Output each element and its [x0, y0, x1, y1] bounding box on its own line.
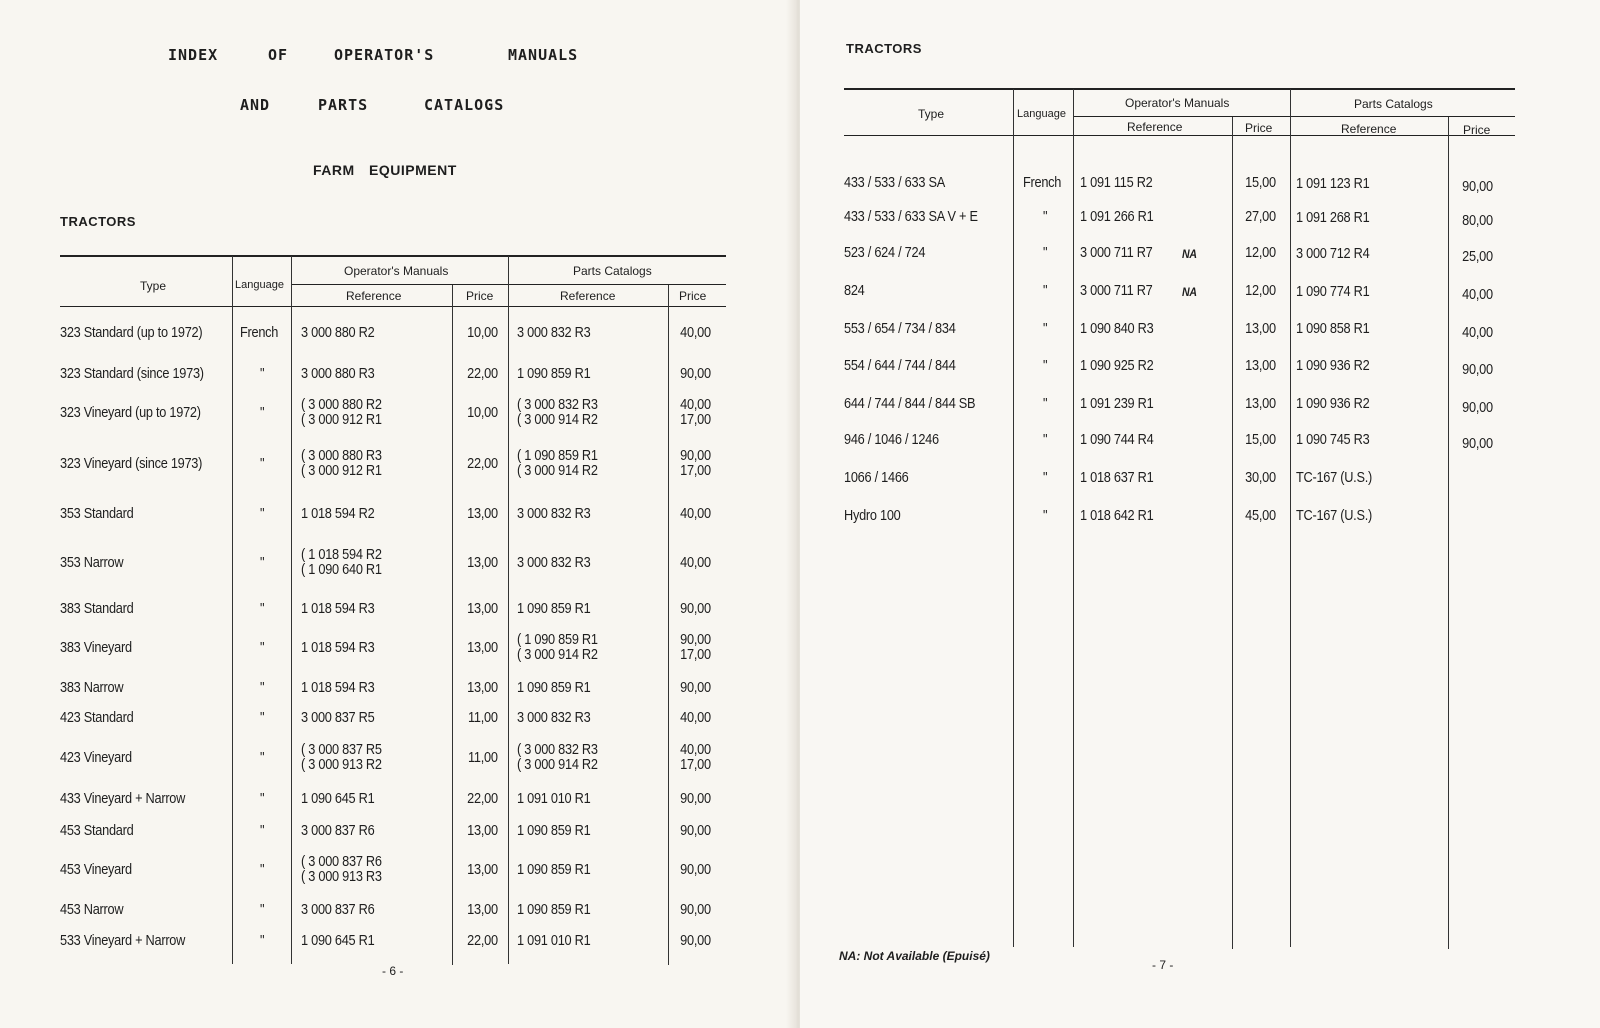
header-pc-price: Price: [679, 289, 707, 303]
row-pc-reference: 3 000 832 R3: [517, 555, 591, 571]
row-om-reference: 1 018 594 R3: [301, 680, 375, 696]
row-pc-price: 40,00: [680, 710, 711, 726]
row-pc-price: 90,00: [680, 791, 711, 807]
row-type: 383 Narrow: [60, 680, 124, 696]
row-pc-price: 17,00: [680, 412, 711, 428]
row-pc-price: 90,00: [680, 448, 711, 464]
row-type: 554 / 644 / 744 / 844: [844, 358, 956, 374]
col-divider-om-price-right: [1232, 117, 1233, 949]
row-language: ": [260, 366, 265, 382]
row-language: ": [260, 902, 265, 918]
row-om-price: 13,00: [467, 555, 498, 571]
row-pc-reference: ( 3 000 832 R3: [517, 742, 598, 758]
row-pc-price: 90,00: [680, 632, 711, 648]
header-om-reference-right: Reference: [1127, 120, 1183, 134]
row-pc-reference: 1 090 859 R1: [517, 823, 591, 839]
row-om-price: 13,00: [467, 506, 498, 522]
row-pc-reference: 1 091 010 R1: [517, 791, 591, 807]
header-parts-catalogs: Parts Catalogs: [573, 264, 652, 278]
row-om-reference: 1 018 642 R1: [1080, 508, 1154, 524]
row-type: 433 Vineyard + Narrow: [60, 791, 186, 807]
header-pc-price-right: Price: [1463, 123, 1491, 137]
row-language: ": [1043, 508, 1048, 524]
row-language: ": [260, 933, 265, 949]
row-om-price: 30,00: [1245, 470, 1276, 486]
row-language: ": [260, 862, 265, 878]
col-divider-parts: [508, 256, 509, 964]
row-language: ": [1043, 470, 1048, 486]
row-om-reference: 1 018 594 R3: [301, 601, 375, 617]
row-om-reference: ( 3 000 837 R6: [301, 854, 382, 870]
row-om-reference: 3 000 837 R6: [301, 823, 375, 839]
row-om-price: 15,00: [1245, 432, 1276, 448]
row-type: 824: [844, 283, 865, 299]
row-pc-reference: 1 091 123 R1: [1296, 176, 1370, 192]
row-language: ": [1043, 245, 1048, 261]
row-type: 433 / 533 / 633 SA V + E: [844, 209, 978, 225]
row-om-price: 13,00: [467, 640, 498, 656]
row-om-reference: 3 000 837 R5: [301, 710, 375, 726]
row-pc-reference: TC-167 (U.S.): [1296, 470, 1372, 486]
row-om-price: 12,00: [1245, 245, 1276, 261]
row-om-reference: ( 1 090 640 R1: [301, 562, 382, 578]
row-om-price: 13,00: [467, 902, 498, 918]
row-type: Hydro 100: [844, 508, 901, 524]
row-om-reference: 1 090 744 R4: [1080, 432, 1154, 448]
table-top-rule-right: [844, 88, 1515, 90]
row-language: ": [260, 680, 265, 696]
title-word-of: OF: [268, 46, 289, 64]
footnote-na: NA: Not Available (Epuisé): [839, 949, 990, 963]
subtitle-word-and: AND: [240, 96, 271, 114]
row-type: 353 Standard: [60, 506, 134, 522]
row-pc-reference: 1 090 859 R1: [517, 366, 591, 382]
row-type: 323 Vineyard (since 1973): [60, 456, 203, 472]
row-type: 323 Vineyard (up to 1972): [60, 405, 201, 421]
row-language: ": [1043, 321, 1048, 337]
row-om-reference: 1 018 637 R1: [1080, 470, 1154, 486]
row-om-price: 22,00: [467, 791, 498, 807]
row-pc-price: 40,00: [680, 742, 711, 758]
row-om-reference: 1 018 594 R3: [301, 640, 375, 656]
row-om-price: 12,00: [1245, 283, 1276, 299]
col-divider-type-right: [1013, 89, 1014, 947]
row-om-price: 22,00: [467, 456, 498, 472]
title-word-operators: OPERATOR'S: [334, 46, 435, 64]
table-header-bottom-rule-right: [844, 135, 1515, 136]
col-divider-pc-price-right: [1448, 117, 1449, 949]
row-pc-reference: ( 3 000 914 R2: [517, 647, 598, 663]
row-om-price: 45,00: [1245, 508, 1276, 524]
row-pc-price: 40,00: [680, 506, 711, 522]
row-type: 946 / 1046 / 1246: [844, 432, 939, 448]
row-pc-reference: ( 3 000 914 R2: [517, 463, 598, 479]
row-om-reference: 1 091 115 R2: [1080, 175, 1153, 191]
row-language: ": [260, 456, 265, 472]
col-divider-om-price: [452, 285, 453, 965]
row-language: ": [260, 506, 265, 522]
row-pc-reference: 1 090 745 R3: [1296, 432, 1370, 448]
row-om-reference: ( 3 000 913 R3: [301, 869, 382, 885]
row-pc-price: 40,00: [1462, 325, 1493, 341]
header-type-right: Type: [918, 107, 945, 121]
row-om-reference: ( 3 000 837 R5: [301, 742, 382, 758]
row-pc-reference: 1 090 859 R1: [517, 601, 591, 617]
row-language: French: [240, 325, 279, 341]
row-pc-reference: 3 000 832 R3: [517, 710, 591, 726]
row-om-price: 27,00: [1245, 209, 1276, 225]
row-pc-price: 90,00: [1462, 362, 1493, 378]
row-om-reference: ( 3 000 912 R1: [301, 412, 382, 428]
row-om-reference: ( 3 000 913 R2: [301, 757, 382, 773]
row-pc-reference: 1 090 774 R1: [1296, 284, 1370, 300]
row-pc-price: 90,00: [680, 601, 711, 617]
row-om-price: 13,00: [1245, 321, 1276, 337]
col-divider-pc-price: [668, 285, 669, 965]
row-language: ": [1043, 358, 1048, 374]
row-om-reference: ( 1 018 594 R2: [301, 547, 382, 563]
row-type: 383 Vineyard: [60, 640, 132, 656]
row-type: 453 Vineyard: [60, 862, 132, 878]
row-pc-price: 40,00: [680, 555, 711, 571]
row-na-badge: NA: [1182, 285, 1197, 299]
row-language: ": [260, 640, 265, 656]
row-pc-reference: 1 090 859 R1: [517, 902, 591, 918]
row-pc-price: 90,00: [1462, 400, 1493, 416]
row-type: 644 / 744 / 844 / 844 SB: [844, 396, 976, 412]
row-language: ": [260, 791, 265, 807]
col-divider-language-right: [1073, 89, 1074, 947]
row-om-reference: 1 090 645 R1: [301, 791, 375, 807]
row-om-price: 22,00: [467, 366, 498, 382]
right-page: [800, 0, 1600, 1028]
row-type: 433 / 533 / 633 SA: [844, 175, 945, 191]
row-type: 553 / 654 / 734 / 834: [844, 321, 956, 337]
row-language: ": [260, 601, 265, 617]
row-language: ": [1043, 396, 1048, 412]
row-pc-reference: 3 000 712 R4: [1296, 246, 1370, 262]
row-pc-price: 40,00: [680, 325, 711, 341]
subtitle-word-parts: PARTS: [318, 96, 369, 114]
row-om-price: 10,00: [467, 325, 498, 341]
header-pc-reference: Reference: [560, 289, 616, 303]
row-pc-reference: 1 091 010 R1: [517, 933, 591, 949]
row-om-price: 11,00: [468, 750, 498, 766]
row-pc-reference: 3 000 832 R3: [517, 506, 591, 522]
row-pc-price: 17,00: [680, 757, 711, 773]
row-om-reference: 1 091 239 R1: [1080, 396, 1154, 412]
header-om-price-right: Price: [1245, 121, 1273, 135]
row-na-badge: NA: [1182, 247, 1197, 261]
row-pc-reference: ( 1 090 859 R1: [517, 632, 598, 648]
row-pc-price: 40,00: [1462, 287, 1493, 303]
row-type: 533 Vineyard + Narrow: [60, 933, 186, 949]
row-pc-reference: TC-167 (U.S.): [1296, 508, 1372, 524]
row-pc-reference: 1 090 859 R1: [517, 680, 591, 696]
table-top-rule: [60, 255, 726, 257]
row-om-price: 13,00: [467, 601, 498, 617]
row-language: ": [260, 405, 265, 421]
row-pc-reference: 3 000 832 R3: [517, 325, 591, 341]
row-om-reference: 1 090 840 R3: [1080, 321, 1154, 337]
row-pc-price: 17,00: [680, 647, 711, 663]
row-om-reference: 1 091 266 R1: [1080, 209, 1154, 225]
row-type: 423 Standard: [60, 710, 134, 726]
row-om-price: 13,00: [467, 862, 498, 878]
row-pc-reference: 1 090 936 R2: [1296, 358, 1370, 374]
row-pc-reference: 1 090 859 R1: [517, 862, 591, 878]
subtitle-word-catalogs: CATALOGS: [424, 96, 505, 114]
row-type: 453 Standard: [60, 823, 134, 839]
row-language: ": [1043, 283, 1048, 299]
header-om-reference: Reference: [346, 289, 402, 303]
row-om-reference: ( 3 000 880 R2: [301, 397, 382, 413]
row-om-reference: 3 000 880 R2: [301, 325, 375, 341]
row-pc-reference: ( 1 090 859 R1: [517, 448, 598, 464]
row-pc-price: 90,00: [1462, 179, 1493, 195]
row-om-price: 11,00: [468, 710, 498, 726]
row-om-reference: ( 3 000 880 R3: [301, 448, 382, 464]
row-type: 323 Standard (up to 1972): [60, 325, 203, 341]
row-pc-price: 90,00: [680, 366, 711, 382]
row-pc-price: 90,00: [680, 862, 711, 878]
row-pc-price: 90,00: [1462, 436, 1493, 452]
col-divider-parts-right: [1290, 89, 1291, 947]
col-divider-type: [232, 256, 233, 964]
row-pc-reference: 1 090 858 R1: [1296, 321, 1370, 337]
row-om-reference: 3 000 711 R7: [1080, 283, 1153, 299]
table-header-mid-rule: [292, 284, 726, 285]
row-om-reference: 3 000 837 R6: [301, 902, 375, 918]
row-om-price: 13,00: [1245, 358, 1276, 374]
row-om-price: 13,00: [467, 823, 498, 839]
row-om-price: 10,00: [467, 405, 498, 421]
row-type: 1066 / 1466: [844, 470, 909, 486]
row-om-reference: 1 090 925 R2: [1080, 358, 1154, 374]
page-number-right: - 7 -: [1152, 958, 1174, 972]
header-operators-manuals-right: Operator's Manuals: [1125, 96, 1230, 110]
row-om-reference: 1 090 645 R1: [301, 933, 375, 949]
row-pc-price: 25,00: [1462, 249, 1493, 265]
row-pc-price: 80,00: [1462, 213, 1493, 229]
row-om-reference: 3 000 711 R7: [1080, 245, 1153, 261]
row-type: 523 / 624 / 724: [844, 245, 926, 261]
left-page: [0, 0, 795, 1028]
row-pc-price: 90,00: [680, 823, 711, 839]
row-type: 423 Vineyard: [60, 750, 132, 766]
row-pc-reference: ( 3 000 914 R2: [517, 412, 598, 428]
row-om-reference: 1 018 594 R2: [301, 506, 375, 522]
row-pc-reference: ( 3 000 832 R3: [517, 397, 598, 413]
page-number-left: - 6 -: [382, 964, 404, 978]
header-pc-reference-right: Reference: [1341, 122, 1397, 136]
header-language-right: Language: [1017, 108, 1066, 120]
row-om-price: 13,00: [467, 680, 498, 696]
row-pc-reference: 1 091 268 R1: [1296, 210, 1370, 226]
group-title: TRACTORS: [60, 214, 136, 229]
table-header-bottom-rule: [60, 306, 726, 307]
header-language: Language: [235, 279, 284, 291]
row-type: 323 Standard (since 1973): [60, 366, 204, 382]
row-language: ": [1043, 432, 1048, 448]
col-divider-language: [291, 256, 292, 964]
row-type: 383 Standard: [60, 601, 134, 617]
row-pc-price: 90,00: [680, 902, 711, 918]
row-pc-price: 90,00: [680, 933, 711, 949]
row-pc-price: 90,00: [680, 680, 711, 696]
row-language: ": [260, 555, 265, 571]
row-pc-reference: 1 090 936 R2: [1296, 396, 1370, 412]
row-language: ": [260, 823, 265, 839]
header-type: Type: [140, 279, 167, 293]
header-om-price: Price: [466, 289, 494, 303]
header-operators-manuals: Operator's Manuals: [344, 264, 449, 278]
row-om-reference: ( 3 000 912 R1: [301, 463, 382, 479]
row-language: ": [260, 750, 265, 766]
title-word-index: INDEX: [168, 46, 219, 64]
row-om-price: 15,00: [1245, 175, 1276, 191]
row-om-price: 22,00: [467, 933, 498, 949]
header-parts-catalogs-right: Parts Catalogs: [1354, 97, 1433, 111]
row-pc-price: 17,00: [680, 463, 711, 479]
row-language: ": [1043, 209, 1048, 225]
row-pc-price: 40,00: [680, 397, 711, 413]
row-type: 353 Narrow: [60, 555, 124, 571]
row-om-price: 13,00: [1245, 396, 1276, 412]
section-title: FARM EQUIPMENT: [313, 162, 457, 178]
title-word-manuals: MANUALS: [508, 46, 579, 64]
row-type: 453 Narrow: [60, 902, 124, 918]
group-title-right: TRACTORS: [846, 41, 922, 56]
row-om-reference: 3 000 880 R3: [301, 366, 375, 382]
row-language: ": [260, 710, 265, 726]
row-language: French: [1023, 175, 1062, 191]
row-pc-reference: ( 3 000 914 R2: [517, 757, 598, 773]
